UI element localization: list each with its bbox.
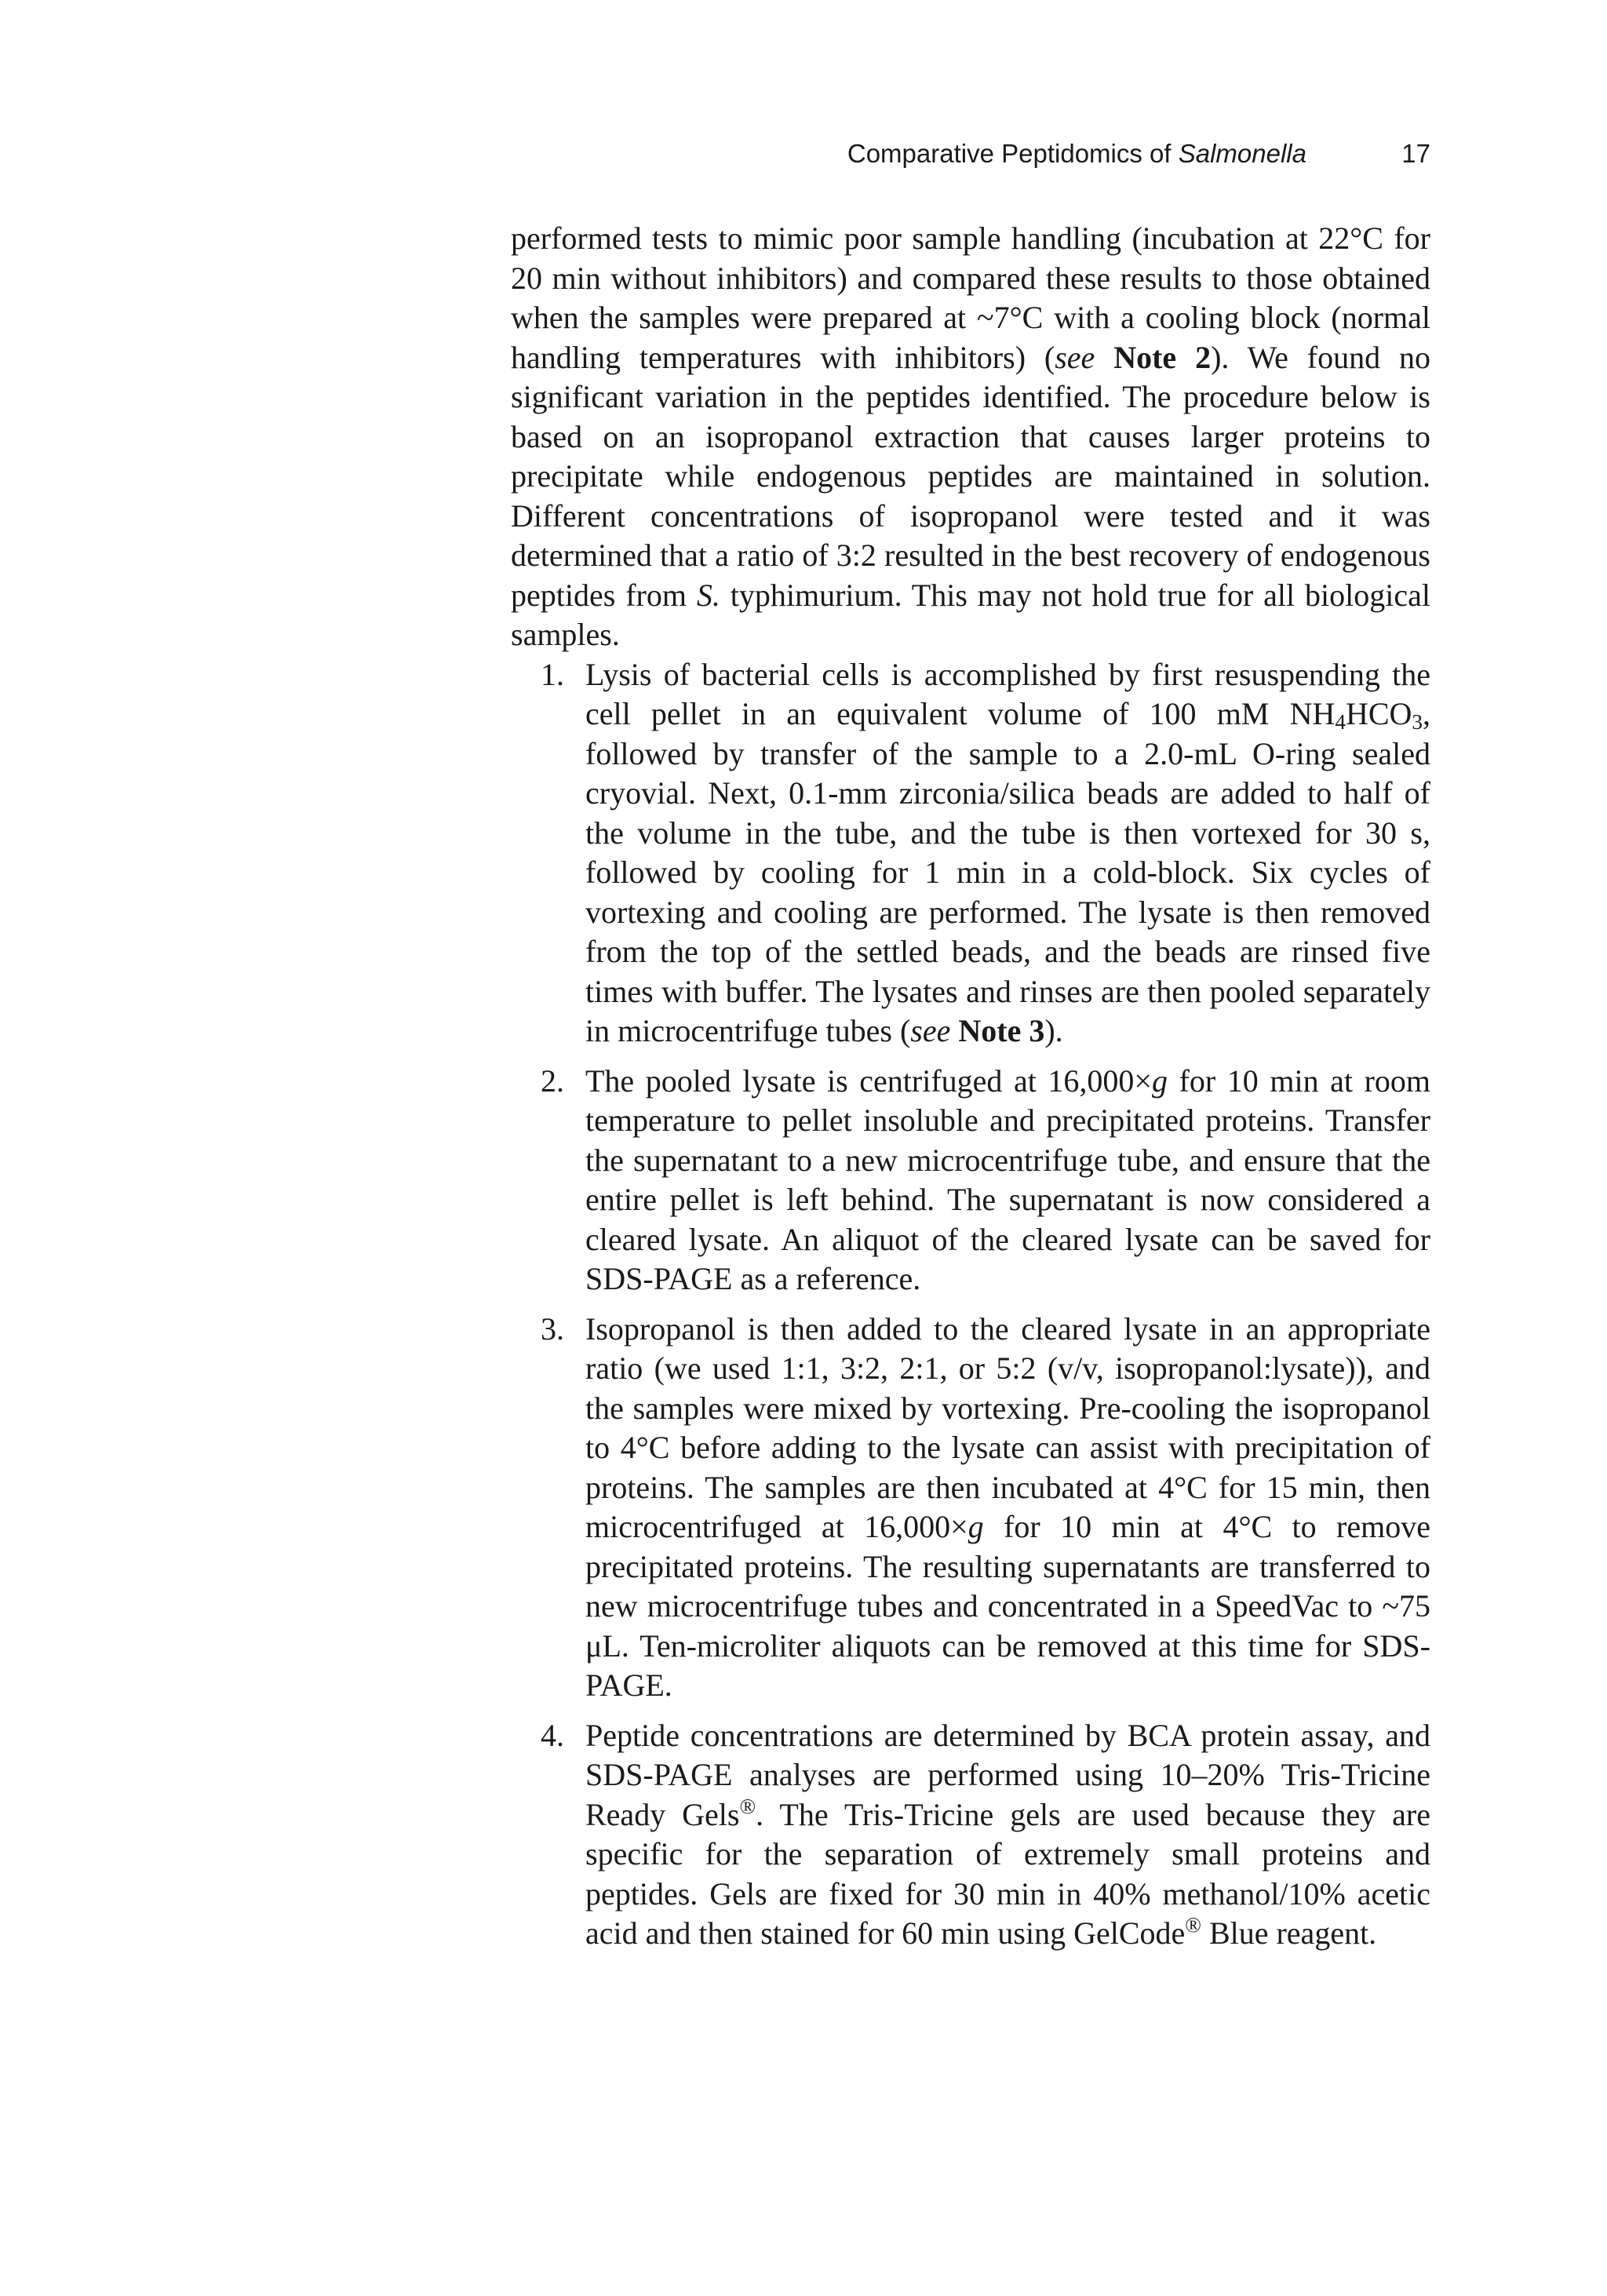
procedure-step-1: 1. Lysis of bacterial cells is accomplished by first resuspending the cell pellet in an equivalent volume of 100 mM $NH_4HCO_3$, followed by transfer of the sample to a 2.0-mL O-ring sealed cryovial. Next, 0.1-mm zirconia/silica beads are added to half of the volume in the tube, and the tube is then vortexed for 30 s, followed by cooling for 1 min in a cold-block. Six cycles of vortexing and cooling are performed. The lysate is then removed from the top of the settled beads, and the beads are rinsed five times with buffer. The lysates and rinses are then pooled separately in microcentrifuge tubes (see Note 3).: [541, 656, 1430, 1048]
registered-mark: ®: [1185, 1913, 1201, 1937]
running-title-genus: Salmonella: [1178, 139, 1306, 168]
procedure-step-3: 3. Isopropanol is then added to the cleared lysate in an appropriate ratio (we used 1:1, 3:2, 2:1, or 5:2 (v/v, isopropanol:lysate)), and the samples were mixed by vortexing. Pre-cooling the isopropanol to 4°C before adding to the lysate can assist with precipitation of proteins. The samples are then incubated at 4°C for 15 min, then microcentrifuged at 16,000×g for 10 min at 4°C to remove precipitated proteins. The resulting supernatants are transferred to new microcentrifuge tubes and concentrated in a SpeedVac to ~75 μL. Ten-microliter aliquots can be removed at this time for SDS-PAGE.: [541, 1310, 1430, 1703]
species-abbreviation: S.: [696, 577, 720, 613]
note-reference: Note 2: [1113, 339, 1212, 375]
step-number: 1.: [541, 656, 564, 692]
see-reference: see: [1055, 339, 1095, 375]
step-number: 3.: [541, 1310, 564, 1347]
body-text: [511, 219, 1430, 1964]
intro-paragraph: performed tests to mimic poor sample handling (incubation at 22°C for 20 min without inhibitors) and compared these results to those obtained when the samples were prepared at ~7°C with a cooling block (normal handling temperatures with inhibitors) (see Note 2). We found no significant variation in the peptides identified. The procedure below is based on an isopropanol extraction that causes larger proteins to precipitate while endogenous peptides are maintained in solution. Different concentrations of isopropanol were tested and it was determined that a ratio of 3:2 resulted in the best recovery of endogenous peptides from S. typhimurium. This may not hold true for all biological samples.: [511, 220, 1430, 652]
g-force-symbol: g: [967, 1509, 984, 1544]
procedure-step-4: 4. Peptide concentrations are determined by BCA protein assay, and SDS-PAGE analyses are performed using 10–20% Tris-Tricine Ready Gels®. The Tris-Tricine gels are used because they are specific for the separation of extremely small proteins and peptides. Gels are fixed for 30 min in 40% methanol/10% acetic acid and then stained for 60 min using GelCode® Blue reagent.: [541, 1717, 1431, 1951]
note-reference: Note 3: [958, 1013, 1045, 1048]
g-force-symbol: g: [1152, 1062, 1168, 1099]
page-number: 17: [1401, 139, 1430, 168]
running-title: Comparative Peptidomics of Salmonella: [847, 139, 1306, 168]
registered-mark: ®: [739, 1794, 756, 1818]
step-number: 4.: [541, 1717, 564, 1753]
see-reference: see: [910, 1013, 951, 1048]
procedure-step-2: 2. The pooled lysate is centrifuged at 16,000×g for 10 min at room temperature to pellet insoluble and precipitated proteins. Transfer the supernatant to a new microcentrifuge tube, and ensure that the entire pellet is left behind. The supernatant is now considered a cleared lysate. An aliquot of the cleared lysate can be saved for SDS-PAGE as a reference.: [541, 1062, 1431, 1296]
step-number: 2.: [541, 1062, 564, 1099]
running-head: [511, 132, 1430, 176]
procedure-steps: [511, 655, 1430, 1954]
